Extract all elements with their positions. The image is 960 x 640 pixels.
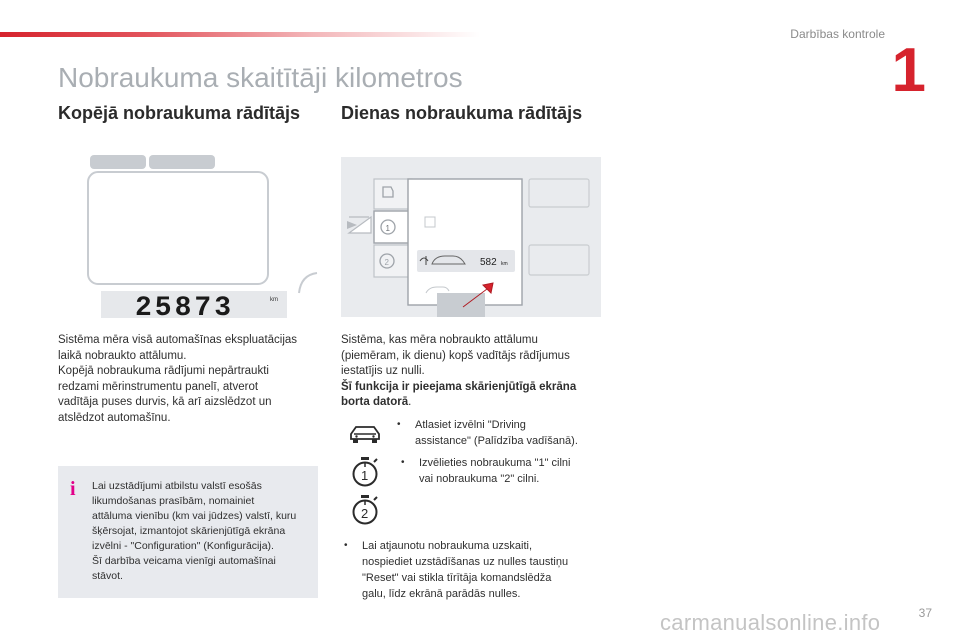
bullet-icon: • [401, 457, 405, 468]
trip-unit: km [501, 261, 508, 267]
svg-text:2: 2 [384, 258, 389, 267]
left-heading: Kopējā nobraukuma rādītājs [58, 103, 301, 123]
odometer-value: 25873 [135, 293, 235, 320]
page-number: 37 [918, 606, 932, 620]
trip-1-icon [351, 456, 379, 488]
step-reset: • Lai atjaunotu nobraukuma uzskaiti, nospiediet uzstādīšanas uz nulles taustiņu "Reset" vai stikla tīrītāja komandslēdža galu, līdz ekrānā parādās nulles. [344, 540, 569, 600]
trip-value: 582 [480, 257, 497, 268]
dash-tab-left [90, 155, 146, 169]
info-note-text: Lai uzstādījumi atbilstu valstī esošās likumdošanas prasībām, nomainiet attāluma vienību (km vai jūdzes) valstī, kuru šķērsojat, izmantojot skārienjūtīgā ekrāna izvēlni - "Configuration" (Konfigurācija). Šī darbība veicama vienīgi automašīnai stāvot. [92, 480, 297, 582]
svg-text:1: 1 [385, 224, 390, 233]
odometer-unit: km [270, 297, 278, 303]
dash-tab-right [149, 155, 215, 169]
trip-2-icon [351, 494, 379, 526]
info-icon: i [70, 478, 76, 500]
step-driving-assistance: • Atlasiet izvēlni "Driving assistance" (Palīdzība vadīšanā). [397, 419, 578, 447]
trip-main-panel [408, 179, 522, 305]
menu-tab-trip-1 [374, 211, 412, 243]
car-icon [348, 423, 382, 445]
odometer-illustration [87, 153, 322, 320]
step-select-trip: • Izvēlieties nobraukuma "1" cilni vai nobraukuma "2" cilni. [401, 457, 571, 485]
chapter-number: 1 [891, 36, 926, 105]
trip-description: Sistēma, kas mēra nobraukto attālumu (piemēram, ik dienu) kopš vadītājs rādījumus iestatījis uz nulli. Šī funkcija ir pieejama skārienjūtīgā ekrāna borta datorā. [341, 334, 577, 408]
bullet-icon: • [344, 540, 348, 551]
page-title: Nobraukuma skaitītāji kilometros [58, 62, 463, 93]
reset-button-area [437, 293, 485, 317]
odometer-description: Sistēma mēra visā automašīnas ekspluatācijas laikā nobraukto attālumu. Kopējā nobraukuma rādījumi nepārtraukti redzami mērinstrumentu panelī, atverot vadītāja puses durvis, kā arī aizslēdzot un atslēdzot automašīnu. [58, 334, 298, 424]
header-accent-bar [0, 32, 480, 37]
trip-screen-illustration [341, 157, 601, 317]
dash-bezel-curve [299, 273, 317, 293]
info-note-box [58, 466, 318, 598]
svg-text:2: 2 [361, 506, 369, 521]
watermark: carmanualsonline.info [660, 610, 881, 635]
bullet-icon: • [397, 419, 401, 430]
right-heading: Dienas nobraukuma rādītājs [341, 103, 583, 123]
section-label: Darbības kontrole [790, 27, 885, 41]
dash-screen [88, 172, 268, 284]
svg-text:1: 1 [361, 468, 369, 483]
